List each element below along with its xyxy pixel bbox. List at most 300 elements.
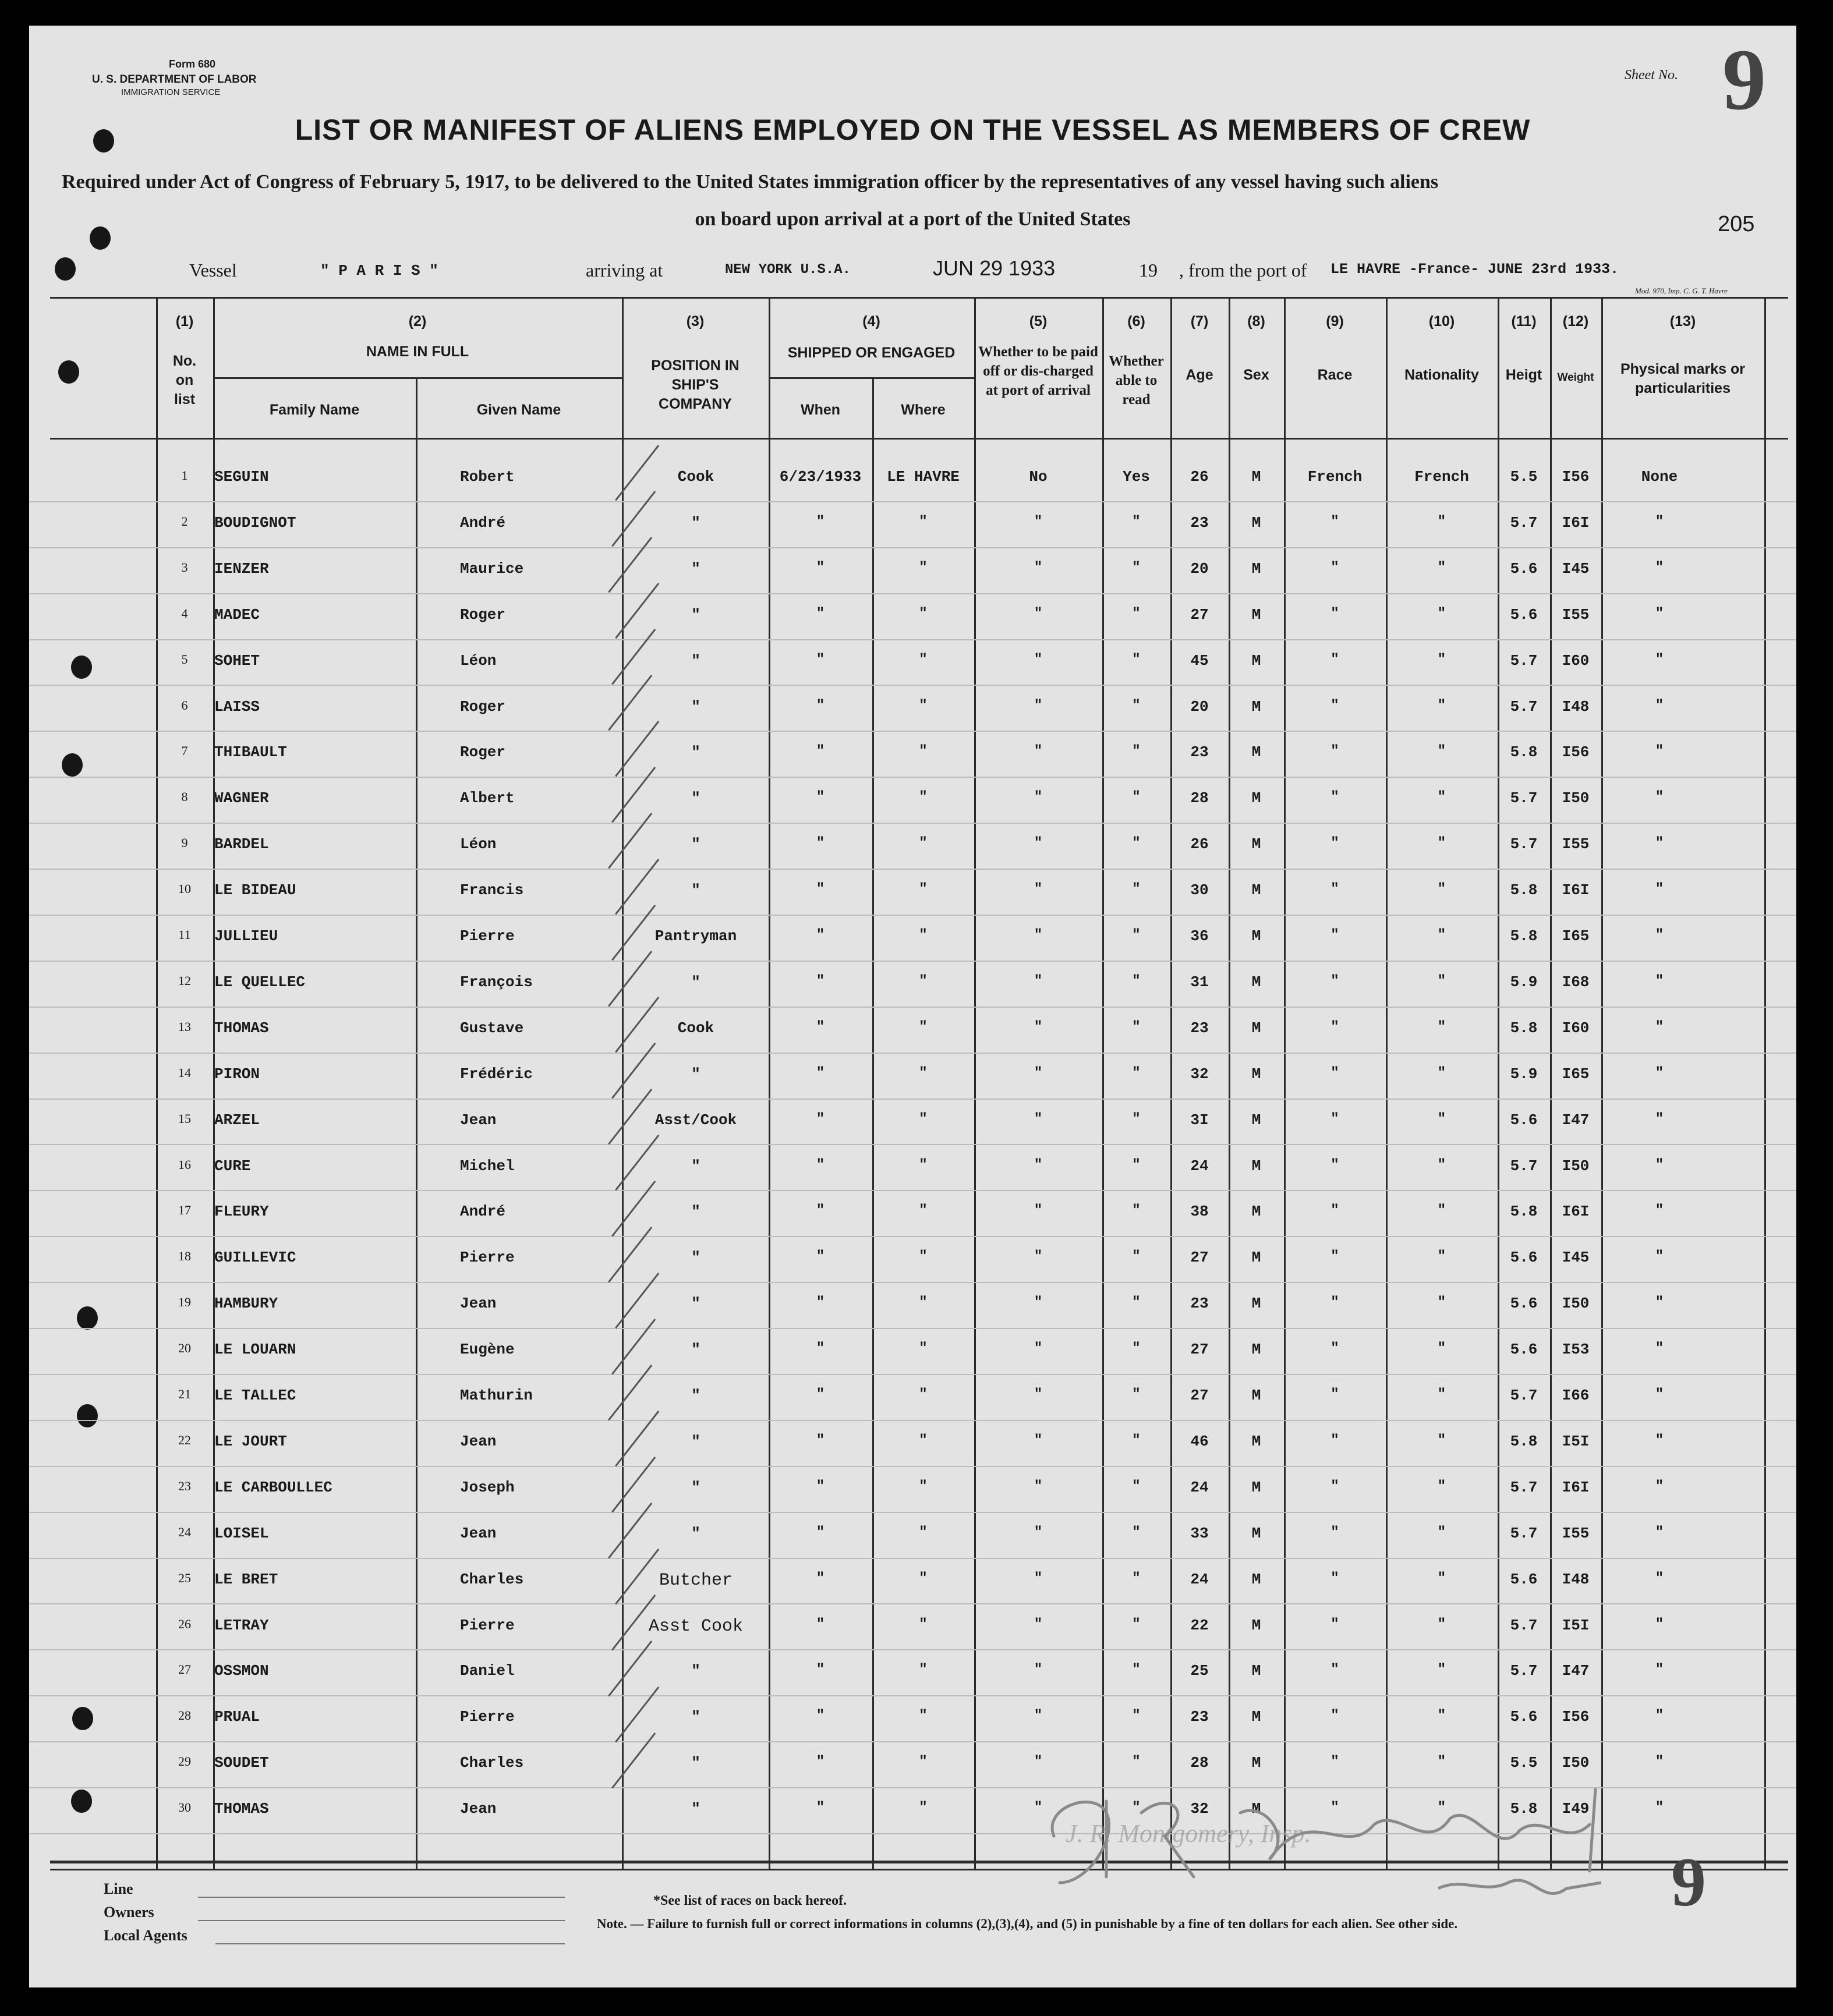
given-name: François bbox=[460, 973, 533, 991]
family-name: PIRON bbox=[214, 1065, 260, 1083]
able-to-read: " bbox=[1132, 1203, 1141, 1219]
row-number: 28 bbox=[178, 1708, 191, 1723]
shipped-when: " bbox=[816, 973, 825, 989]
height: 5.6 bbox=[1510, 1249, 1538, 1267]
table-row bbox=[29, 640, 1796, 686]
weight: I65 bbox=[1562, 927, 1590, 945]
physical-marks: " bbox=[1655, 1570, 1664, 1586]
row-number: 27 bbox=[178, 1662, 191, 1677]
shipped-when: " bbox=[816, 789, 825, 806]
height: 5.7 bbox=[1510, 1157, 1538, 1175]
weight: I45 bbox=[1562, 559, 1590, 577]
nationality: " bbox=[1437, 697, 1446, 714]
table-row bbox=[29, 1100, 1796, 1145]
col-4-number: (4) bbox=[862, 313, 880, 329]
paid-off: " bbox=[1034, 1065, 1043, 1081]
weight: I55 bbox=[1562, 835, 1590, 853]
race: " bbox=[1330, 697, 1339, 714]
row-number: 30 bbox=[178, 1800, 191, 1815]
position: Asst/Cook bbox=[654, 1111, 737, 1129]
shipped-where: " bbox=[919, 1754, 928, 1770]
given-name: Léon bbox=[460, 651, 497, 669]
able-to-read: " bbox=[1132, 881, 1141, 898]
physical-marks: " bbox=[1655, 1249, 1664, 1265]
age: 20 bbox=[1190, 559, 1209, 577]
family-name: SOHET bbox=[214, 651, 260, 669]
sex: M bbox=[1251, 1249, 1261, 1267]
table-row bbox=[29, 1054, 1796, 1099]
weight: I47 bbox=[1562, 1111, 1590, 1129]
nationality: " bbox=[1437, 743, 1446, 760]
family-name: HAMBURY bbox=[214, 1295, 278, 1313]
sheet-number-bottom: 9 bbox=[1671, 1843, 1706, 1921]
department: U. S. DEPARTMENT OF LABOR bbox=[92, 73, 257, 86]
row-number: 2 bbox=[181, 513, 188, 529]
family-name: THIBAULT bbox=[214, 743, 287, 761]
shipped-where: " bbox=[919, 835, 928, 852]
row-number: 13 bbox=[178, 1019, 191, 1034]
row-number: 22 bbox=[178, 1432, 191, 1447]
given-name: Frédéric bbox=[460, 1065, 533, 1083]
race: " bbox=[1330, 1478, 1339, 1494]
col-13-number: (13) bbox=[1669, 313, 1696, 329]
race: " bbox=[1330, 743, 1339, 760]
col-1-header: No. on list bbox=[172, 353, 197, 408]
height: 5.7 bbox=[1510, 651, 1538, 669]
weight: I56 bbox=[1562, 1708, 1590, 1726]
height: 5.7 bbox=[1510, 1387, 1538, 1404]
table-row bbox=[29, 594, 1796, 640]
weight: I53 bbox=[1562, 1341, 1590, 1359]
row-number: 24 bbox=[178, 1524, 191, 1539]
physical-marks: " bbox=[1655, 1616, 1664, 1632]
family-name: WAGNER bbox=[214, 789, 269, 807]
nationality: " bbox=[1437, 1570, 1446, 1586]
col-5-header: Whether to be paid off or dis-charged at port of arrival bbox=[978, 344, 1098, 398]
height: 5.8 bbox=[1510, 1019, 1538, 1037]
shipped-where: " bbox=[919, 513, 928, 530]
paid-off: " bbox=[1034, 1524, 1043, 1540]
race: " bbox=[1330, 1662, 1339, 1678]
table-row bbox=[29, 732, 1796, 777]
sex: M bbox=[1251, 1111, 1261, 1129]
shipped-when: " bbox=[816, 1019, 825, 1035]
nationality: " bbox=[1437, 1157, 1446, 1173]
able-to-read: " bbox=[1132, 1157, 1141, 1173]
table-row bbox=[29, 686, 1796, 732]
family-name: FLEURY bbox=[214, 1203, 269, 1221]
age: 24 bbox=[1190, 1478, 1209, 1496]
table-row bbox=[29, 1191, 1796, 1236]
height: 5.6 bbox=[1510, 559, 1538, 577]
shipped-where: " bbox=[919, 651, 928, 668]
given-name: Michel bbox=[460, 1157, 515, 1175]
age: 31 bbox=[1190, 973, 1209, 991]
race: " bbox=[1330, 1157, 1339, 1173]
table-row bbox=[29, 1605, 1796, 1650]
page-title: LIST OR MANIFEST OF ALIENS EMPLOYED ON THE VESSEL AS MEMBERS OF CREW bbox=[295, 114, 1531, 146]
given-name: Roger bbox=[460, 605, 506, 623]
race: " bbox=[1330, 1295, 1339, 1311]
sex: M bbox=[1251, 1800, 1261, 1818]
sex: M bbox=[1251, 1432, 1261, 1450]
able-to-read: " bbox=[1132, 651, 1141, 668]
physical-marks: " bbox=[1655, 1662, 1664, 1678]
position: " bbox=[691, 743, 700, 761]
paid-off: " bbox=[1034, 697, 1043, 714]
paid-off: " bbox=[1034, 513, 1043, 530]
position: " bbox=[691, 1203, 700, 1221]
row-number: 6 bbox=[181, 697, 188, 713]
shipped-when: " bbox=[816, 1708, 825, 1724]
physical-marks: " bbox=[1655, 605, 1664, 622]
shipped-where: LE HAVRE bbox=[887, 468, 960, 486]
able-to-read: " bbox=[1132, 559, 1141, 576]
race: " bbox=[1330, 651, 1339, 668]
paid-off: " bbox=[1034, 1478, 1043, 1494]
table-row bbox=[29, 1696, 1796, 1742]
vessel-label: Vessel bbox=[189, 260, 237, 281]
shipped-where: " bbox=[919, 789, 928, 806]
able-to-read: " bbox=[1132, 513, 1141, 530]
age: 23 bbox=[1190, 1708, 1209, 1726]
weight: I56 bbox=[1562, 743, 1590, 761]
sex: M bbox=[1251, 559, 1261, 577]
sex: M bbox=[1251, 1203, 1261, 1221]
shipped-when: " bbox=[816, 1387, 825, 1402]
position: " bbox=[691, 559, 700, 577]
fine-note: Note. — Failure to furnish full or correct informations in columns (2),(3),(4), and (5) in punishable by a fine of ten dollars for each alien. See other side. bbox=[597, 1916, 1458, 1931]
given-name: André bbox=[460, 513, 506, 532]
paid-off: " bbox=[1034, 973, 1043, 989]
sex: M bbox=[1251, 1754, 1261, 1772]
punch-hole bbox=[58, 360, 79, 384]
shipped-when: " bbox=[816, 835, 825, 852]
physical-marks: " bbox=[1655, 881, 1664, 898]
nationality: " bbox=[1437, 1019, 1446, 1035]
family-name: LE BRET bbox=[214, 1570, 278, 1588]
page-number: 205 bbox=[1718, 212, 1755, 236]
shipped-when: " bbox=[816, 697, 825, 714]
row-number: 23 bbox=[178, 1478, 191, 1493]
shipped-when: " bbox=[816, 1065, 825, 1081]
shipped-where: " bbox=[919, 973, 928, 989]
sheet-number: 9 bbox=[1722, 31, 1766, 128]
sex: M bbox=[1251, 835, 1261, 853]
given-name: Léon bbox=[460, 835, 497, 853]
given-name: Eugène bbox=[460, 1341, 515, 1359]
shipped-where: " bbox=[919, 927, 928, 943]
physical-marks: " bbox=[1655, 743, 1664, 760]
family-name: CURE bbox=[214, 1157, 251, 1175]
vessel-name: " P A R I S " bbox=[320, 262, 438, 279]
given-name: Roger bbox=[460, 697, 506, 715]
family-name: LOISEL bbox=[214, 1524, 269, 1542]
nationality: " bbox=[1437, 559, 1446, 576]
physical-marks: " bbox=[1655, 1524, 1664, 1540]
shipped-where: " bbox=[919, 1065, 928, 1081]
family-name: LE QUELLEC bbox=[214, 973, 306, 991]
able-to-read: " bbox=[1132, 1616, 1141, 1632]
row-number: 7 bbox=[181, 743, 188, 759]
weight: I6I bbox=[1562, 1203, 1590, 1221]
paid-off: " bbox=[1034, 1432, 1043, 1448]
able-to-read: " bbox=[1132, 1387, 1141, 1402]
row-number: 12 bbox=[178, 973, 191, 988]
nationality: " bbox=[1437, 1662, 1446, 1678]
height: 5.6 bbox=[1510, 1111, 1538, 1129]
shipped-when: " bbox=[816, 1157, 825, 1173]
line-blank bbox=[198, 1897, 565, 1898]
shipped-subheader-rule bbox=[769, 377, 974, 379]
height: 5.8 bbox=[1510, 881, 1538, 899]
able-to-read: " bbox=[1132, 1754, 1141, 1770]
physical-marks: " bbox=[1655, 651, 1664, 668]
weight: I5I bbox=[1562, 1616, 1590, 1634]
position: " bbox=[691, 1800, 700, 1818]
race: " bbox=[1330, 1570, 1339, 1586]
shipped-when: " bbox=[816, 1616, 825, 1632]
table-row bbox=[29, 1237, 1796, 1282]
nationality: " bbox=[1437, 1754, 1446, 1770]
age: 20 bbox=[1190, 697, 1209, 715]
weight: I6I bbox=[1562, 881, 1590, 899]
col-6-number: (6) bbox=[1127, 313, 1145, 329]
table-row bbox=[29, 778, 1796, 823]
col-10-number: (10) bbox=[1428, 313, 1455, 329]
height: 5.7 bbox=[1510, 835, 1538, 853]
shipped-when: " bbox=[816, 1662, 825, 1678]
shipped-where: " bbox=[919, 1478, 928, 1494]
table-row bbox=[29, 870, 1796, 915]
given-name: Roger bbox=[460, 743, 506, 761]
row-number: 4 bbox=[181, 605, 188, 621]
height: 5.7 bbox=[1510, 697, 1538, 715]
height: 5.5 bbox=[1510, 1754, 1538, 1772]
nationality: " bbox=[1437, 1203, 1446, 1219]
shipped-when: " bbox=[816, 1800, 825, 1816]
given-name: Maurice bbox=[460, 559, 524, 577]
row-number: 14 bbox=[178, 1065, 191, 1080]
family-name: OSSMON bbox=[214, 1662, 269, 1680]
age: 25 bbox=[1190, 1662, 1209, 1680]
table-row bbox=[29, 1375, 1796, 1420]
able-to-read: " bbox=[1132, 1065, 1141, 1081]
family-name: SOUDET bbox=[214, 1754, 269, 1772]
row-number: 17 bbox=[178, 1203, 191, 1218]
family-name: IENZER bbox=[214, 559, 269, 577]
shipped-when: " bbox=[816, 1203, 825, 1219]
paid-off: " bbox=[1034, 1754, 1043, 1770]
able-to-read: " bbox=[1132, 835, 1141, 852]
age: 23 bbox=[1190, 1019, 1209, 1037]
position: " bbox=[691, 1478, 700, 1496]
able-to-read: " bbox=[1132, 1662, 1141, 1678]
col-3-number: (3) bbox=[686, 313, 705, 329]
nationality: " bbox=[1437, 1616, 1446, 1632]
sex: M bbox=[1251, 743, 1261, 761]
sex: M bbox=[1251, 1019, 1261, 1037]
height: 5.7 bbox=[1510, 789, 1538, 807]
row-number: 16 bbox=[178, 1157, 191, 1172]
sex: M bbox=[1251, 1616, 1261, 1634]
given-name: Pierre bbox=[460, 1616, 515, 1634]
able-to-read: " bbox=[1132, 1019, 1141, 1035]
position: " bbox=[691, 1065, 700, 1083]
position: " bbox=[691, 1662, 700, 1680]
col-6-header: Whether able to read bbox=[1109, 353, 1164, 408]
family-name: LE TALLEC bbox=[214, 1387, 296, 1404]
col-8-number: (8) bbox=[1247, 313, 1265, 329]
shipped-when: " bbox=[816, 651, 825, 668]
nationality: " bbox=[1437, 789, 1446, 806]
paid-off: " bbox=[1034, 1662, 1043, 1678]
able-to-read: Yes bbox=[1123, 468, 1150, 486]
nationality: " bbox=[1437, 513, 1446, 530]
shipped-where: " bbox=[919, 1203, 928, 1219]
table-row bbox=[29, 962, 1796, 1007]
row-number: 1 bbox=[181, 468, 188, 483]
col-4b-header: Where bbox=[901, 402, 946, 418]
table-row bbox=[29, 1008, 1796, 1053]
shipped-when: " bbox=[816, 513, 825, 530]
given-name: Charles bbox=[460, 1754, 524, 1772]
race: " bbox=[1330, 973, 1339, 989]
given-name: Pierre bbox=[460, 1249, 515, 1267]
position: Cook bbox=[677, 468, 714, 486]
race: " bbox=[1330, 1616, 1339, 1632]
age: 24 bbox=[1190, 1570, 1209, 1588]
family-name: LETRAY bbox=[214, 1616, 269, 1634]
year-label: 19 bbox=[1139, 260, 1158, 281]
height: 5.8 bbox=[1510, 927, 1538, 945]
race: " bbox=[1330, 513, 1339, 530]
sex: M bbox=[1251, 513, 1261, 532]
given-name: Robert bbox=[460, 468, 515, 486]
weight: I65 bbox=[1562, 1065, 1590, 1083]
shipped-where: " bbox=[919, 1157, 928, 1173]
able-to-read: " bbox=[1132, 1708, 1141, 1724]
table-row bbox=[29, 1146, 1796, 1191]
sex: M bbox=[1251, 1708, 1261, 1726]
shipped-when: " bbox=[816, 1570, 825, 1586]
paid-off: " bbox=[1034, 1570, 1043, 1586]
position: " bbox=[691, 973, 700, 991]
race: " bbox=[1330, 605, 1339, 622]
row-number: 18 bbox=[178, 1249, 191, 1264]
age: 23 bbox=[1190, 743, 1209, 761]
row-number: 11 bbox=[178, 927, 191, 942]
row-number: 26 bbox=[178, 1616, 191, 1631]
race: French bbox=[1307, 468, 1363, 486]
position: " bbox=[691, 835, 700, 853]
position: " bbox=[691, 1341, 700, 1359]
col-5-number: (5) bbox=[1029, 313, 1048, 329]
height: 5.6 bbox=[1510, 1295, 1538, 1313]
race: " bbox=[1330, 881, 1339, 898]
nationality: " bbox=[1437, 835, 1446, 852]
physical-marks: " bbox=[1655, 1708, 1664, 1724]
table-row bbox=[29, 1467, 1796, 1512]
col-2b-header: Given Name bbox=[476, 402, 561, 418]
arrival-date-stamp: JUN 29 1933 bbox=[933, 256, 1056, 280]
table-top-rule bbox=[50, 297, 1788, 299]
height: 5.9 bbox=[1510, 1065, 1538, 1083]
nationality: " bbox=[1437, 1065, 1446, 1081]
sex: M bbox=[1251, 1295, 1261, 1313]
height: 5.6 bbox=[1510, 1708, 1538, 1726]
given-name: Daniel bbox=[460, 1662, 515, 1680]
age: 24 bbox=[1190, 1157, 1209, 1175]
paid-off: No bbox=[1029, 468, 1048, 486]
weight: I50 bbox=[1562, 1157, 1590, 1175]
given-name: Mathurin bbox=[460, 1387, 533, 1404]
shipped-where: " bbox=[919, 697, 928, 714]
table-row bbox=[29, 502, 1796, 548]
service: IMMIGRATION SERVICE bbox=[121, 87, 221, 97]
able-to-read: " bbox=[1132, 1800, 1141, 1816]
given-name: Jean bbox=[460, 1111, 497, 1129]
physical-marks: " bbox=[1655, 1341, 1664, 1357]
name-subheader-rule bbox=[213, 377, 622, 379]
family-name: LE LOUARN bbox=[214, 1341, 296, 1359]
row-number: 5 bbox=[181, 651, 188, 667]
age: 45 bbox=[1190, 651, 1209, 669]
sex: M bbox=[1251, 651, 1261, 669]
weight: I55 bbox=[1562, 1524, 1590, 1542]
age: 36 bbox=[1190, 927, 1209, 945]
paid-off: " bbox=[1034, 1708, 1043, 1724]
nationality: " bbox=[1437, 605, 1446, 622]
given-name: André bbox=[460, 1203, 506, 1221]
family-name: JULLIEU bbox=[214, 927, 278, 945]
age: 33 bbox=[1190, 1524, 1209, 1542]
family-name: LE BIDEAU bbox=[214, 881, 296, 899]
sex: M bbox=[1251, 927, 1261, 945]
age: 27 bbox=[1190, 605, 1209, 623]
family-name: BOUDIGNOT bbox=[214, 513, 296, 532]
paid-off: " bbox=[1034, 1249, 1043, 1265]
paid-off: " bbox=[1034, 1019, 1043, 1035]
height: 5.9 bbox=[1510, 973, 1538, 991]
height: 5.5 bbox=[1510, 468, 1538, 486]
given-name: Joseph bbox=[460, 1478, 515, 1496]
shipped-where: " bbox=[919, 1616, 928, 1632]
given-name: Pierre bbox=[460, 927, 515, 945]
table-row bbox=[29, 1650, 1796, 1696]
height: 5.6 bbox=[1510, 1341, 1538, 1359]
given-name: Albert bbox=[460, 789, 515, 807]
paid-off: " bbox=[1034, 835, 1043, 852]
physical-marks: " bbox=[1655, 1203, 1664, 1219]
paid-off: " bbox=[1034, 1203, 1043, 1219]
paid-off: " bbox=[1034, 1341, 1043, 1357]
sex: M bbox=[1251, 789, 1261, 807]
sex: M bbox=[1251, 1065, 1261, 1083]
shipped-where: " bbox=[919, 1708, 928, 1724]
height: 5.7 bbox=[1510, 1478, 1538, 1496]
sex: M bbox=[1251, 881, 1261, 899]
age: 23 bbox=[1190, 513, 1209, 532]
weight: I68 bbox=[1562, 973, 1590, 991]
physical-marks: " bbox=[1655, 835, 1664, 852]
sex: M bbox=[1251, 1341, 1261, 1359]
sex: M bbox=[1251, 1570, 1261, 1588]
height: 5.6 bbox=[1510, 605, 1538, 623]
col-1-number: (1) bbox=[175, 313, 194, 329]
col-2-header: NAME IN FULL bbox=[366, 343, 469, 360]
given-name: Jean bbox=[460, 1800, 497, 1818]
